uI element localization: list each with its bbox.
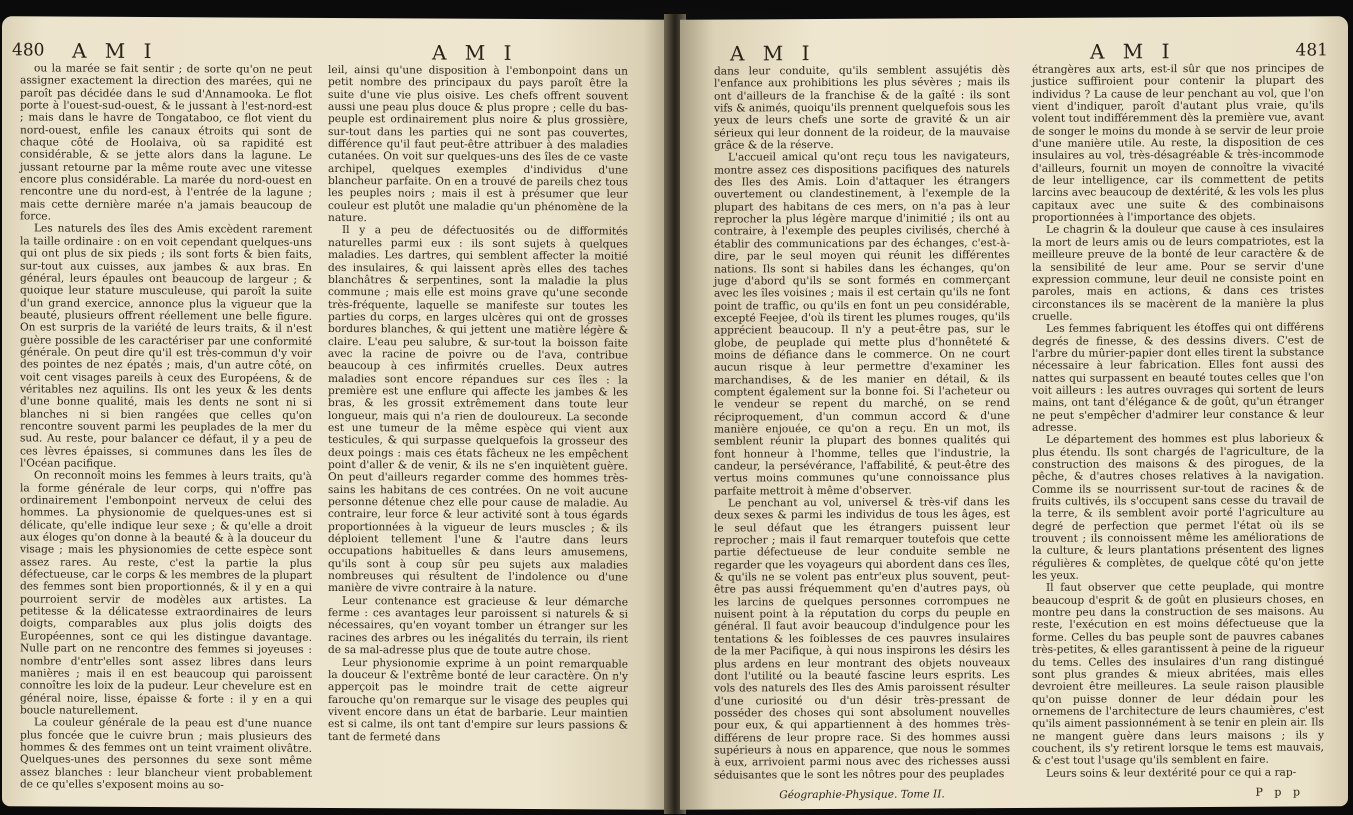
paragraph: étrangères aux arts, est-il sûr que nos principes de justice suffiroient pour contenir la plupart des individus ? La cause de leur penchant au vol, que l'on vient d'indiquer, paroît d'autant plus vraie, qu'ils volent tout indifféremment dès la première vue, avant de songer le moins du monde à se servir de leur proie d'une manière utile. Au reste, la disposition de ces insulaires au vol, très-désagréable & très-incommode d'ailleurs, fournit un moyen de connoître la vivacité de leur intelligence, car ils commettent de petits larcins avec beaucoup de dextérité, & les vols les plus capitaux avec une suite & des combinaisons proportionnées à l'importance des objets. [1032, 62, 1324, 225]
paragraph: On reconnoît moins les femmes à leurs traits, qu'à la forme générale de leur corps, qui n'offre pas ordinairement l'embonpoint nerveux de celui des hommes. La physionomie de quelques-unes est si délicate, qu'elle indique leur sexe ; & qu'elle a droit aux éloges qu'on donne à la beauté & à la douceur du visage ; mais les physionomies de cette espèce sont assez rares. Au reste, c'est la partie la plus défectueuse, car le corps & les membres de la plupart des femmes sont bien proportionnés, & il y en a qui pourroient servir de modèles aux artistes. La petitesse & la délicatesse extraordinaires de leurs doigts, comparables aux plus jolis doigts des Européennes, sont ce qui les distingue davantage. Nulle part on ne rencontre des femmes si joyeuses : nombre d'entr'elles sont assez libres dans leurs manières ; mais il en est beaucoup qui paroissent connoître les loix de la pudeur. Leur chevelure est en général noire, lisse, épaisse & forte : il y en a qui boucle naturellement. [20, 469, 312, 717]
left-column-2 [328, 64, 628, 796]
right-head-title-1: A M I [730, 41, 816, 66]
paragraph: La couleur générale de la peau est d'une nuance plus foncée que le cuivre brun ; mais plusieurs des hommes & des femmes ont un teint vraiment olivâtre. Quelques-unes des personnes du sexe sont même assez blanches : leur blancheur vient probablement de ce qu'elles s'exposent moins au so- [20, 716, 312, 792]
right-head-title-2: A M I [1090, 39, 1176, 64]
paragraph: Les femmes fabriquent les étoffes qui ont différens degrés de finesse, & des dessins divers. C'est de l'arbre du mûrier-papier dont elles tirent la substance nécessaire à leur fabrication. Elles font aussi des nattes qui surpassent en beauté toutes celles que l'on voit ailleurs : les autres ouvrages qui sortent de leurs mains, ont tant d'élégance & de goût, qu'un étranger ne peut s'empêcher d'admirer leur constance & leur adresse. [1032, 321, 1324, 434]
signature-mark: P p p [1255, 785, 1304, 799]
paragraph: ou la marée se fait sentir ; de sorte qu'on ne peut assigner exactement la direction des marées, qui ne paroît pas décidée dans le sud d'Annamooka. Le flot porte à l'ouest-sud-ouest, & le jussant à l'est-nord-est ; mais dans le havre de Tongataboo, ce flot vient du nord-ouest, enfile les canaux étroits qui sont de chaque côté de Hoolaiva, où sa rapidité est considérable, & se jette alors dans la lagune. Le jussant retourne par la même route avec une vitesse encore plus considérable. La marée du nord-ouest en rencontre une du nord-est, à l'entrée de la lagune ; mais cette dernière marée n'a jamais beaucoup de force. [20, 62, 312, 223]
left-head-title-1: A M I [72, 38, 158, 64]
paragraph: Le département des hommes est plus laborieux & plus étendu. Ils sont chargés de l'agriculture, de la construction des maisons & des pirogues, de la pêche, & d'autres choses relatives à la navigation. Comme ils se nourrissent sur-tout de racines & de fruits cultivés, ils s'occupent sans cesse du travail de la terre, & ils semblent avoir porté l'agriculture au degré de perfection que permet l'état où ils se trouvent ; ils connoissent même les améliorations de la culture, & leurs plantations présentent des lignes régulières & complètes, de quelque côté qu'on jette les yeux. [1032, 432, 1324, 582]
paragraph: Leur contenance est gracieuse & leur démarche ferme : ces avantages leur paroissent si naturels & si nécessaires, qu'en voyant tomber un étranger sur les racines des arbres ou les inégalités du terrain, ils rient de sa mal-adresse plus que de toute autre chose. [328, 594, 628, 658]
right-column-2 [1032, 62, 1324, 794]
paragraph: Il faut observer que cette peuplade, qui montre beaucoup d'esprit & de goût en plusieurs choses, en montre peu dans la construction de ses maisons. Au reste, l'exécution en est moins défectueuse que la forme. Celles du bas peuple sont de pauvres cabanes très-petites, & elles garantissent à peine de la rigueur du tems. Celles des insulaires d'un rang distingué sont plus grandes & mieux abritées, mais elles devroient être meilleures. La seule raison plausible qu'on puisse donner de leur dédain pour les ornemens de l'architecture de leurs chaumières, c'est qu'ils aiment passionnément à se tenir en plein air. Ils ne mangent guère dans leurs maisons ; ils y couchent, ils s'y retirent lorsque le tems est mauvais, & c'est tout l'usage qu'ils semblent en faire. [1032, 580, 1324, 768]
left-page-number: 480 [12, 40, 45, 61]
left-head-title-2: A M I [432, 40, 518, 65]
paragraph: Leur physionomie exprime à un point remarquable la douceur & l'extrême bonté de leur caractère. On n'y apperçoit pas le moindre trait de cette aigreur farouche qu'on remarque sur le visage des peuples qui vivent encore dans un état de barbarie. Leur maintien est si calme, ils ont tant d'empire sur leurs passions & tant de fermeté dans [328, 656, 628, 744]
right-page-number: 481 [1295, 40, 1328, 61]
paragraph: leil, ainsi qu'une disposition à l'embonpoint dans un petit nombre des principaux du pays paroît être la suite d'une vie plus oisive. Les chefs offrent souvent aussi une peau plus douce & plus propre ; celle du bas-peuple est ordinairement plus noire & plus grossière, sur-tout dans les parties qui ne sont pas couvertes, différence qu'il faut peut-être attribuer à des maladies cutanées. On voit sur quelques-uns des îles de ce vaste archipel, quelques exemples d'individus d'une blancheur parfaite. On en a trouvé de pareils chez tous les peuples noirs ; mais il est à présumer que leur couleur est plutôt une maladie qu'un phénomène de la nature. [328, 63, 628, 225]
paragraph: dans leur conduite, qu'ils semblent assujétis dès l'enfance aux prohibitions les plus sévères ; mais ils ont d'ailleurs de la franchise & de la gaîté : ils sont vifs & animés, quoiqu'ils prennent quelquefois sous les yeux de leurs chefs une sorte de gravité & un air sérieux qui leur donnent de la roideur, de la mauvaise grâce & de la réserve. [714, 64, 1011, 152]
paragraph: L'accueil amical qu'ont reçu tous les navigateurs, montre assez ces dispositions pacifiques des naturels des Iles des Amis. Loin d'attaquer les étrangers ouvertement ou clandestinement, à l'exemple de la plupart des habitans de ces mers, on n'a pas à leur reprocher la plus légère marque d'inimitié ; ils ont au contraire, à l'exemple des peuples civilisés, cherché à établir des communications par des échanges, c'est-à-dire, par le seul moyen qui réunit les différentes nations. Ils sont si habiles dans les échanges, qu'on juge d'abord qu'ils se sont formés en commerçant avec les îles voisines ; mais il est certain qu'ils ne font point de traffic, ou qu'ils en font un peu considérable, excepté Feejee, d'où ils tirent les plumes rouges, qu'ils apprécient beaucoup. Il n'y a peut-être pas, sur le globe, de peuplade qui mette plus d'honnêteté & moins de défiance dans le commerce. On ne court aucun risque à leur permettre d'examiner les marchandises, & de les manier en détail, & ils comptent également sur la bonne foi. Si l'acheteur ou le vendeur se repent du marché, on se rend réciproquement, d'un commun accord & d'une manière enjouée, ce qu'on a reçu. En un mot, ils semblent réunir la plupart des bonnes qualités qui font honneur à l'homme, telles que l'industrie, la candeur, la persévérance, l'affabilité, & peut-être des vertus moins communes qu'une connoissance plus parfaite mettroit à même d'observer. [714, 150, 1010, 498]
right-column-1 [714, 64, 1010, 796]
left-column-1 [20, 62, 312, 794]
right-page [680, 16, 1348, 809]
paragraph: Il y a peu de défectuosités ou de difformités naturelles parmi eux : ils sont sujets à quelques maladies. Les dartres, qui semblent affecter la moitié des insulaires, & qui laissent après elles des taches blanchâtres & serpentines, sont la maladie la plus commune ; mais elle est moins grave qu'une seconde très-fréquente, laquelle se manifeste sur toutes les parties du corps, en larges ulcères qui ont de grosses bordures blanches, & qui jettent une matière légère & claire. L'eau peu salubre, & sur-tout la boisson faite avec la racine de poivre ou de l'ava, contribue beaucoup à ces infirmités cruelles. Deux autres maladies sont encore répandues sur ces îles : la première est une enflure qui affecte les jambes & les bras, & les grossit extrêmement dans toute leur longueur, mais qui n'a rien de douloureux. La seconde est une tumeur de la même espèce qui vient aux testicules, & qui surpasse quelquefois la grosseur des deux poings : mais ces états fâcheux ne les empêchent point d'aller & de venir, & ils ne s'en inquiètent guère. On peut d'ailleurs regarder comme des hommes très-sains les habitans de ces contrées. On ne voit aucune personne détenue chez elle pour cause de maladie. Au contraire, leur force & leur activité sont à tous égards proportionnées à la vigueur de leurs muscles ; & ils déploient tellement l'une & l'autre dans leurs occupations habituelles & dans leurs amusemens, qu'ils sont à coup sûr peu sujets aux maladies nombreuses qui résultent de l'indolence ou d'une manière de vivre contraire à la nature. [328, 224, 628, 596]
paragraph: Le penchant au vol, universel & très-vif dans les deux sexes & parmi les individus de tous les âges, est le seul défaut que les étrangers puissent leur reprocher ; mais il faut remarquer toutefois que cette partie défectueuse de leur conduite semble ne regarder que les voyageurs qui abordent dans ces îles, & qu'ils ne se volent pas entr'eux plus souvent, peut-être pas aussi fréquemment qu'en d'autres pays, où les larcins de quelques personnes corrompues ne nuisent point à la réputation du corps du peuple en général. Il faut avoir beaucoup d'indulgence pour les tentations & les foiblesses de ces pauvres insulaires de la mer Pacifique, à qui nous inspirons les désirs les plus ardens en leur montrant des objets nouveaux dont l'utilité ou la beauté fascine leurs esprits. Les vols des naturels des Iles des Amis paroissent résulter d'une curiosité ou d'un désir très-pressant de posséder des choses qui sont absolument nouvelles pour eux, & qui appartiennent à des hommes très-différens de leur propre race. Si des hommes aussi supérieurs à nous en apparence, que nous le sommes à eux, arrivoient parmi nous avec des richesses aussi séduisantes que le sont les nôtres pour des peuplades [714, 496, 1010, 782]
left-page [2, 16, 670, 809]
paragraph: Les naturels des îles des Amis excèdent rarement la taille ordinaire : on en voit cependant quelques-uns qui ont plus de six pieds ; ils sont forts & bien faits, sur-tout aux cuisses, aux jambes & aux bras. En général, leurs épaules ont beaucoup de largeur ; & quoique leur stature musculeuse, qui paroît la suite d'un grand exercice, annonce plus la vigueur que la beauté, plusieurs offrent réellement une belle figure. On est surpris de la variété de leurs traits, & il n'est guère possible de les caractériser par une conformité générale. On peut dire qu'il est très-commun d'y voir des pointes de nez épatés ; mais, d'un autre côté, on voit cent visages pareils à ceux des Européens, & de véritables nez aquilins. Ils ont les yeux & les dents d'une bonne qualité, mais les dents ne sont ni si blanches ni si bien rangées que celles qu'on rencontre souvent parmi les peuplades de la mer du sud. Au reste, pour balancer ce défaut, il y a peu de ces lèvres épaisses, si communes dans les îles de l'Océan pacifique. [20, 222, 312, 470]
paragraph: Leurs soins & leur dextérité pour ce qui a rap- [1046, 766, 1297, 780]
page-footer: Géographie-Physique. Tome II. [779, 788, 945, 802]
paragraph: Le chagrin & la douleur que cause à ces insulaires la mort de leurs amis ou de leurs compatriotes, est la meilleure preuve de la bonté de leur caractère & de la sensibilité de leur ame. Pour se servir d'une expression commune, leur deuil ne consiste point en paroles, mais en actions, & dans ces tristes circonstances ils se macèrent de la manière la plus cruelle. [1032, 222, 1324, 323]
